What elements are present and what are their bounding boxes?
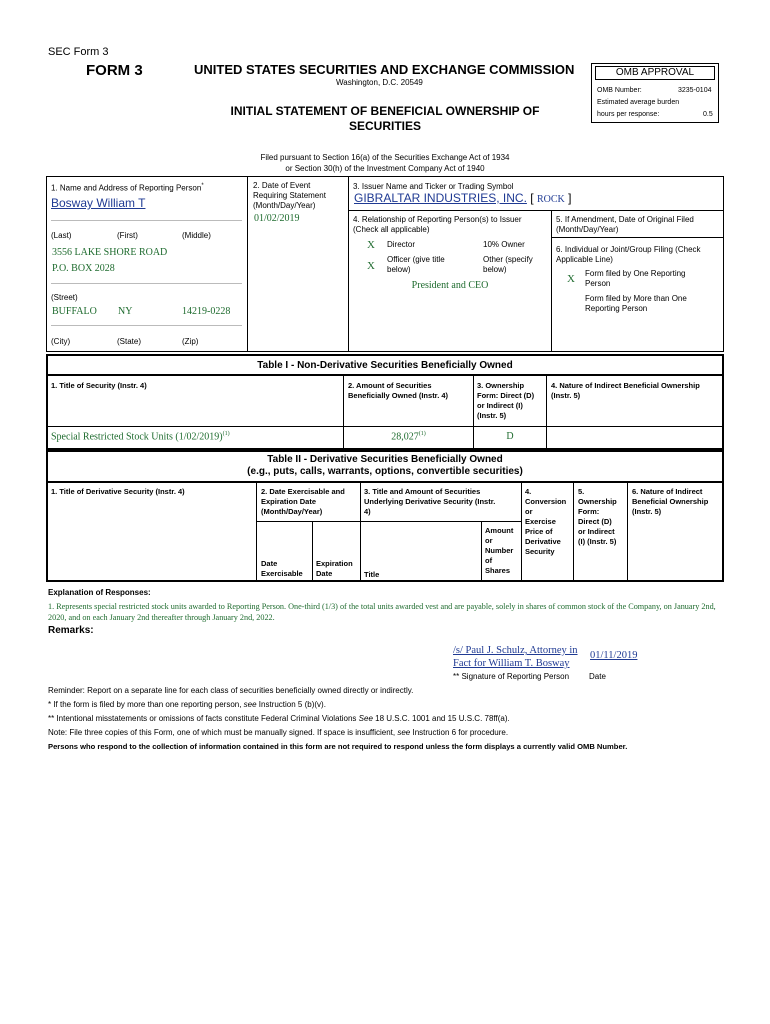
issuer-ticker: ROCK — [536, 194, 565, 205]
table-1-col-title: 1. Title of Security (Instr. 4) — [51, 381, 147, 390]
form-title: FORM 3 — [86, 62, 143, 79]
table-1-col-amount-1: 2. Amount of Securities — [348, 381, 432, 390]
one-person-label-2: Person — [585, 279, 611, 288]
note-1-see: see — [243, 700, 257, 709]
issuer-name[interactable]: GIBRALTAR INDUSTRIES, INC. — [354, 191, 527, 205]
table-2-col-dates-3: (Month/Day/Year) — [261, 507, 323, 516]
table-2-col-ownership — [578, 487, 617, 547]
note-multiple-persons — [48, 700, 326, 709]
commission-location: Washington, D.C. 20549 — [336, 78, 423, 87]
table-2-col-date-exercisable — [261, 559, 303, 579]
issuer-label: 3. Issuer Name and Ticker or Trading Symbol — [353, 182, 514, 191]
note-copies — [48, 728, 508, 737]
amendment-label-2: (Month/Day/Year) — [556, 225, 619, 234]
table-2-col-nature — [632, 487, 708, 517]
table-2-col-conversion-4: Exercise — [525, 517, 556, 526]
state-label: (State) — [117, 337, 142, 346]
table-1-col-nature — [551, 381, 700, 401]
table-2-col-ownership-5: or Indirect — [578, 527, 615, 536]
table-2-col-amount-shares-1: Amount — [485, 526, 514, 535]
statement-title-line-2: SECURITIES — [348, 119, 421, 133]
table-2-col-nature-1: 6. Nature of Indirect — [632, 487, 703, 496]
filing-label-1: 6. Individual or Joint/Group Filing (Check — [556, 245, 701, 254]
one-person-label-1: Form filed by One Reporting — [585, 269, 686, 278]
table-2-col-nature-3: (Instr. 5) — [632, 507, 662, 516]
last-label: (Last) — [51, 231, 72, 240]
first-label: (First) — [117, 231, 138, 240]
table-2-col-amount-shares-2: or — [485, 536, 493, 545]
reporting-person-label-text: 1. Name and Address of Reporting Person — [51, 183, 202, 193]
table-2-col-underlying-title: Title — [364, 570, 380, 579]
explanation-text — [48, 601, 728, 623]
statement-title-line-1: INITIAL STATEMENT OF BENEFICIAL OWNERSHIP OF — [230, 104, 540, 118]
table-2-col-ownership-6: (I) (Instr. 5) — [578, 537, 617, 546]
note-1-post: Instruction 5 (b)(v). — [256, 700, 326, 709]
table-2-col-expiration-2: Date — [316, 569, 333, 578]
amendment-label-1: 5. If Amendment, Date of Original Filed — [556, 215, 694, 224]
note-3-see: see — [397, 728, 411, 737]
event-date-label — [253, 181, 326, 211]
note-2-see: See — [358, 714, 373, 723]
table-1-row-ownership: D — [506, 431, 514, 442]
ticker-bracket-open: [ — [530, 191, 534, 205]
reporting-person-star: * — [201, 183, 204, 189]
explanation-line-1: 1. Represents special restricted stock units awarded to Reporting Person. One-third (1/3) of the total units awarded vest and are payable, solely in shares of common stock of the Company, on January 2nd, — [48, 602, 716, 611]
relationship-label-2: (Check all applicable) — [353, 225, 430, 234]
table-2-col-expiration — [316, 559, 353, 579]
table-2-col-conversion-6: Derivative — [525, 537, 561, 546]
table-2-col-ownership-1: 5. — [578, 487, 585, 496]
omb-burden-value: 0.5 — [703, 111, 713, 118]
table-2-col-amount-shares — [485, 526, 513, 576]
table-1-col-ownership — [477, 381, 534, 421]
table-2-col-conversion-7: Security — [525, 547, 555, 556]
note-3-pre: Note: File three copies of this Form, one of which must be manually signed. If space is insufficient, — [48, 728, 398, 737]
other-label-2: below) — [483, 265, 507, 274]
city-label: (City) — [51, 337, 71, 346]
zip-value: 14219-0228 — [182, 306, 231, 317]
table-2-col-ownership-3: Form: — [578, 507, 600, 516]
explanation-line-2: 2020, and on each January 2nd thereafter through January 2nd, 2022. — [48, 613, 275, 622]
event-date-label-3: (Month/Day/Year) — [253, 201, 316, 210]
table-2-col-amount-shares-3: Number — [485, 546, 514, 555]
table-2-col-dates-2: Expiration Date — [261, 497, 317, 506]
table-1-row-amount-text: 28,027 — [391, 431, 419, 443]
remarks-label: Remarks: — [48, 625, 94, 636]
one-person-label — [585, 269, 686, 289]
table-2-col-conversion-5: Price of — [525, 527, 553, 536]
table-1-col-amount — [348, 381, 448, 401]
table-2-title — [46, 454, 724, 478]
table-2-col-ownership-4: Direct (D) — [578, 517, 612, 526]
signature-block — [453, 644, 578, 670]
filing-label-2: Applicable Line) — [556, 255, 613, 264]
note-1-pre: * If the form is filed by more than one reporting person, — [48, 700, 244, 709]
reporting-person-name[interactable]: Bosway William T — [51, 196, 146, 210]
table-2-col-amount-shares-5: Shares — [485, 566, 511, 575]
street-label: (Street) — [51, 293, 78, 302]
more-person-label — [585, 294, 687, 314]
table-2-col-conversion-2: Conversion — [525, 497, 567, 506]
one-person-checkbox[interactable]: X — [567, 273, 575, 285]
filed-pursuant — [190, 152, 580, 174]
omb-burden-label-2: hours per response: — [597, 111, 660, 118]
table-1-col-nature-2: (Instr. 5) — [551, 391, 581, 400]
director-checkbox[interactable]: X — [367, 239, 375, 251]
zip-label: (Zip) — [182, 337, 199, 346]
table-2-col-conversion-1: 4. — [525, 487, 532, 496]
table-1-row-amount — [344, 431, 473, 442]
table-1-row-amount-footnote: (1) — [418, 431, 426, 437]
signature-line-2: Fact for William T. Bosway — [453, 658, 570, 669]
other-label-1: Other (specify — [483, 255, 533, 264]
table-1-col-ownership-3: or Indirect (I) — [477, 401, 523, 410]
event-date-value: 01/02/2019 — [254, 213, 300, 224]
issuer-line — [354, 191, 571, 205]
signature-date: 01/11/2019 — [590, 650, 638, 661]
officer-title: President and CEO — [411, 280, 489, 291]
reporting-person-label — [51, 183, 204, 193]
table-1-col-ownership-1: 3. Ownership — [477, 381, 525, 390]
amendment-label — [556, 215, 694, 235]
table-1-row-title-text: Special Restricted Stock Units (1/02/2019) — [51, 431, 223, 443]
middle-label: (Middle) — [182, 231, 211, 240]
table-2-col-expiration-1: Expiration — [316, 559, 353, 568]
more-person-label-2: Reporting Person — [585, 304, 648, 313]
officer-label-2: below) — [387, 265, 411, 274]
omb-title: OMB APPROVAL — [615, 67, 695, 78]
table-1-col-nature-1: 4. Nature of Indirect Beneficial Ownership — [551, 381, 700, 390]
city-value: BUFFALO — [52, 306, 97, 317]
ticker-bracket-close: ] — [568, 191, 572, 205]
state-value: NY — [118, 306, 133, 317]
table-2-col-underlying-1: 3. Title and Amount of Securities — [364, 487, 481, 496]
omb-burden-label-1: Estimated average burden — [597, 99, 680, 106]
table-2-col-underlying — [364, 487, 495, 517]
table-1-row-title — [51, 431, 230, 442]
table-2-col-date-exercisable-2: Exercisable — [261, 569, 303, 578]
table-2-col-conversion-3: or — [525, 507, 533, 516]
more-person-label-1: Form filed by More than One — [585, 294, 687, 303]
statement-title — [200, 104, 570, 134]
ten-percent-owner-label: 10% Owner — [483, 240, 525, 249]
relationship-label — [353, 215, 522, 235]
note-misstatements — [48, 714, 510, 723]
table-1-col-amount-2: Beneficially Owned (Instr. 4) — [348, 391, 449, 400]
event-date-label-2: Requiring Statement — [253, 191, 326, 200]
table-2-col-dates-1: 2. Date Exercisable and — [261, 487, 345, 496]
persons-respond-notice: Persons who respond to the collection of information contained in this form are not required to respond unless the form displays a currently valid OMB Number. — [48, 742, 628, 751]
note-2-pre: ** Intentional misstatements or omissions of facts constitute Federal Criminal Violations — [48, 714, 359, 723]
filed-line-2: or Section 30(h) of the Investment Company Act of 1940 — [285, 164, 485, 173]
table-1-col-ownership-2: Form: Direct (D) — [477, 391, 535, 400]
table-2-col-conversion — [525, 487, 566, 557]
other-label — [483, 255, 533, 275]
signature-label: ** Signature of Reporting Person — [453, 672, 570, 681]
sec-form-label: SEC Form 3 — [48, 46, 109, 58]
signature-date-label: Date — [589, 672, 606, 681]
explanation-label: Explanation of Responses: — [48, 588, 151, 597]
note-3-post: Instruction 6 for procedure. — [410, 728, 509, 737]
table-2-col-amount-shares-4: of — [485, 556, 493, 565]
omb-number-label: OMB Number: — [597, 87, 642, 94]
event-date-label-1: 2. Date of Event — [253, 181, 311, 190]
table-2-col-date-exercisable-1: Date — [261, 559, 278, 568]
officer-checkbox[interactable]: X — [367, 260, 375, 272]
signature-line-1: /s/ Paul J. Schulz, Attorney in — [453, 645, 578, 656]
table-1-row-title-footnote: (1) — [222, 431, 230, 437]
table-2-title-1: Table II - Derivative Securities Beneficially Owned — [267, 454, 503, 465]
officer-label-1: Officer (give title — [387, 255, 445, 264]
table-1-title: Table I - Non-Derivative Securities Beneficially Owned — [257, 360, 513, 371]
table-2-col-dates — [261, 487, 345, 517]
table-2-col-title: 1. Title of Derivative Security (Instr. 4) — [51, 487, 185, 496]
table-2-col-underlying-3: 4) — [364, 507, 371, 516]
table-2-title-2: (e.g., puts, calls, warrants, options, convertible securities) — [247, 466, 523, 477]
relationship-label-1: 4. Relationship of Reporting Person(s) to Issuer — [353, 215, 522, 224]
commission-title: UNITED STATES SECURITIES AND EXCHANGE COMMISSION — [194, 62, 575, 77]
address-line-2: P.O. BOX 2028 — [52, 263, 115, 274]
note-2-post: 18 U.S.C. 1001 and 15 U.S.C. 78ff(a). — [372, 714, 510, 723]
director-label: Director — [387, 240, 416, 249]
reminder-text: Reminder: Report on a separate line for each class of securities beneficially owned directly or indirectly. — [48, 686, 414, 695]
officer-label — [387, 255, 445, 275]
omb-number-value: 3235-0104 — [678, 87, 712, 94]
table-2-col-ownership-2: Ownership — [578, 497, 617, 506]
filing-label — [556, 245, 701, 265]
table-2-col-underlying-2: Underlying Derivative Security (Instr. — [364, 497, 496, 506]
address-line-1: 3556 LAKE SHORE ROAD — [52, 247, 168, 258]
filed-line-1: Filed pursuant to Section 16(a) of the Securities Exchange Act of 1934 — [260, 153, 510, 162]
table-1-col-ownership-4: (Instr. 5) — [477, 411, 507, 420]
table-2-col-nature-2: Beneficial Ownership — [632, 497, 709, 506]
